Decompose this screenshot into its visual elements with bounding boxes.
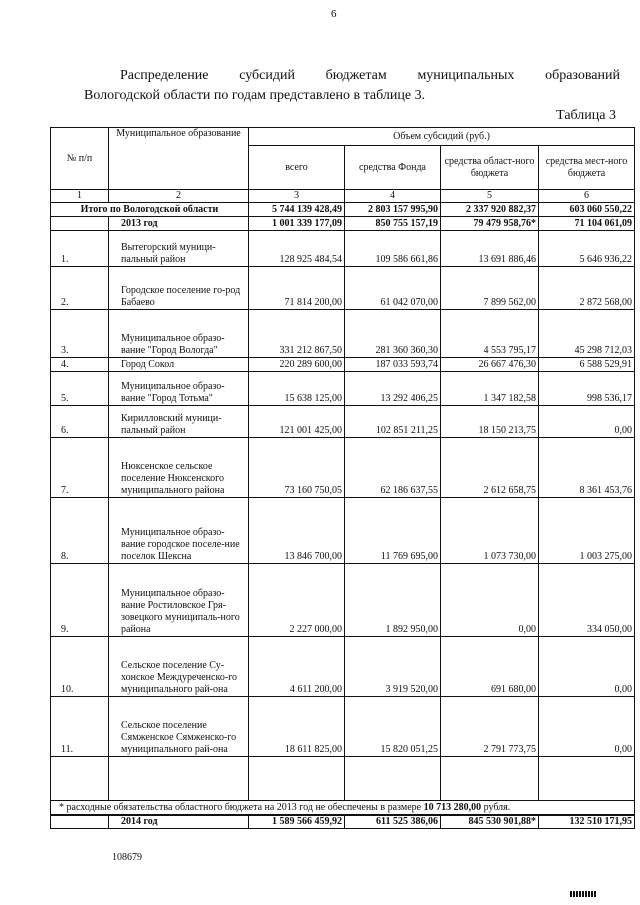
row-number: 11.	[51, 697, 109, 757]
year-2014-value: 845 530 901,88*	[441, 815, 539, 829]
municipality-name: Муниципальное образо-вание Ростиловское Гря-зовецкого муниципаль-ного района	[109, 564, 249, 637]
footnote-prefix: * расходные обязательства областного бюджета на 2013 год не обеспечены в размере	[59, 801, 424, 813]
amount-cell: 3 919 520,00	[345, 637, 441, 697]
table-row	[51, 372, 635, 406]
municipality-name: Муниципальное образо-вание "Город Тотьма"	[109, 372, 249, 406]
intro-word: субсидий	[239, 68, 295, 83]
subsidy-table	[50, 127, 635, 829]
intro-word: образований	[545, 68, 620, 83]
footnote-amount: 10 713 280,00	[423, 801, 482, 813]
amount-cell: 281 360 360,30	[345, 310, 441, 358]
municipality-name: Сельское поселение Су-хонское Междуреченско-го муниципального рай-она	[109, 637, 249, 697]
total-value: 603 060 550,22	[539, 203, 635, 217]
total-label: Итого по Вологодской области	[51, 203, 249, 217]
empty-cell	[51, 815, 109, 829]
total-value: 5 744 139 428,49	[249, 203, 345, 217]
empty-cell	[345, 757, 441, 801]
year-2014-value: 1 589 566 459,92	[249, 815, 345, 829]
header-local: средства мест-ного бюджета	[539, 146, 635, 190]
col-number: 2	[109, 190, 249, 203]
total-value: 2 337 920 882,37	[441, 203, 539, 217]
amount-cell: 331 212 867,50	[249, 310, 345, 358]
header-num: № п/п	[51, 128, 109, 190]
municipality-name: Кирилловский муници-пальный район	[109, 406, 249, 438]
amount-cell: 0,00	[441, 564, 539, 637]
empty-cell	[441, 757, 539, 801]
intro-word: муниципальных	[417, 68, 515, 83]
year-2013-value: 1 001 339 177,09	[249, 217, 345, 231]
amount-cell: 1 892 950,00	[345, 564, 441, 637]
year-2014-value: 611 525 386,06	[345, 815, 441, 829]
year-2014-row	[51, 815, 635, 829]
amount-cell: 5 646 936,22	[539, 231, 635, 267]
amount-cell: 220 289 600,00	[249, 358, 345, 372]
footnote-suffix: рубля.	[481, 801, 511, 813]
amount-cell: 1 347 182,58	[441, 372, 539, 406]
table-row	[51, 637, 635, 697]
amount-cell: 18 611 825,00	[249, 697, 345, 757]
row-number: 7.	[51, 438, 109, 498]
intro-paragraph	[84, 66, 620, 106]
col-number: 4	[345, 190, 441, 203]
amount-cell: 13 691 886,46	[441, 231, 539, 267]
row-number: 3.	[51, 310, 109, 358]
table-row	[51, 358, 635, 372]
col-number: 3	[249, 190, 345, 203]
header-regional: средства област-ного бюджета	[441, 146, 539, 190]
amount-cell: 0,00	[539, 406, 635, 438]
amount-cell: 15 638 125,00	[249, 372, 345, 406]
amount-cell: 15 820 051,25	[345, 697, 441, 757]
row-number: 4.	[51, 358, 109, 372]
intro-word: Распределение	[120, 68, 209, 83]
amount-cell: 998 536,17	[539, 372, 635, 406]
intro-line-1	[84, 66, 620, 86]
year-2014-label: 2014 год	[109, 815, 249, 829]
footnote-row	[51, 801, 635, 815]
row-number: 8.	[51, 498, 109, 564]
col-number: 1	[51, 190, 109, 203]
header-group: Объем субсидий (руб.)	[249, 128, 635, 146]
total-value: 2 803 157 995,90	[345, 203, 441, 217]
amount-cell: 13 292 406,25	[345, 372, 441, 406]
amount-cell: 102 851 211,25	[345, 406, 441, 438]
amount-cell: 4 553 795,17	[441, 310, 539, 358]
amount-cell: 71 814 200,00	[249, 267, 345, 310]
table-row	[51, 498, 635, 564]
amount-cell: 2 227 000,00	[249, 564, 345, 637]
year-2014-value: 132 510 171,95	[539, 815, 635, 829]
municipality-name: Муниципальное образо-вание "Город Вологда"	[109, 310, 249, 358]
row-number: 6.	[51, 406, 109, 438]
empty-cell	[539, 757, 635, 801]
amount-cell: 61 042 070,00	[345, 267, 441, 310]
total-row	[51, 203, 635, 217]
empty-cell	[249, 757, 345, 801]
page-number: 6	[331, 8, 337, 20]
amount-cell: 334 050,00	[539, 564, 635, 637]
header-total: всего	[249, 146, 345, 190]
empty-cell	[109, 757, 249, 801]
year-2013-value: 71 104 061,09	[539, 217, 635, 231]
amount-cell: 0,00	[539, 697, 635, 757]
amount-cell: 2 612 658,75	[441, 438, 539, 498]
amount-cell: 45 298 712,03	[539, 310, 635, 358]
col-number: 6	[539, 190, 635, 203]
barcode-mark	[570, 891, 596, 897]
table-caption: Таблица 3	[556, 108, 616, 123]
municipality-name: Нюксенское сельское поселение Нюксенского муниципального района	[109, 438, 249, 498]
amount-cell: 1 073 730,00	[441, 498, 539, 564]
municipality-name: Сельское поселение Сямженское Сямженско-го муниципального рай-она	[109, 697, 249, 757]
year-2013-row	[51, 217, 635, 231]
municipality-name: Городское поселение го-род Бабаево	[109, 267, 249, 310]
amount-cell: 1 003 275,00	[539, 498, 635, 564]
empty-cell	[51, 757, 109, 801]
year-2013-value: 79 479 958,76*	[441, 217, 539, 231]
table-row	[51, 438, 635, 498]
table-row	[51, 406, 635, 438]
amount-cell: 26 667 476,30	[441, 358, 539, 372]
table-row	[51, 310, 635, 358]
amount-cell: 4 611 200,00	[249, 637, 345, 697]
amount-cell: 187 033 593,74	[345, 358, 441, 372]
row-number: 9.	[51, 564, 109, 637]
table-row	[51, 697, 635, 757]
year-2013-value: 850 755 157,19	[345, 217, 441, 231]
table-row	[51, 564, 635, 637]
header-fund: средства Фонда	[345, 146, 441, 190]
municipality-name: Город Сокол	[109, 358, 249, 372]
row-number: 5.	[51, 372, 109, 406]
amount-cell: 7 899 562,00	[441, 267, 539, 310]
column-number-row	[51, 190, 635, 203]
municipality-name: Вытегорский муници-пальный район	[109, 231, 249, 267]
amount-cell: 691 680,00	[441, 637, 539, 697]
amount-cell: 62 186 637,55	[345, 438, 441, 498]
table-row	[51, 231, 635, 267]
row-number: 10.	[51, 637, 109, 697]
amount-cell: 0,00	[539, 637, 635, 697]
row-number: 1.	[51, 231, 109, 267]
col-number: 5	[441, 190, 539, 203]
amount-cell: 8 361 453,76	[539, 438, 635, 498]
amount-cell: 73 160 750,05	[249, 438, 345, 498]
footnote	[51, 801, 635, 815]
header-municipality: Муниципальное образование	[109, 128, 249, 190]
amount-cell: 11 769 695,00	[345, 498, 441, 564]
year-2013-label: 2013 год	[109, 217, 249, 231]
table-row	[51, 267, 635, 310]
document-number: 108679	[112, 852, 142, 863]
amount-cell: 2 791 773,75	[441, 697, 539, 757]
municipality-rows	[51, 231, 635, 757]
amount-cell: 128 925 484,54	[249, 231, 345, 267]
amount-cell: 18 150 213,75	[441, 406, 539, 438]
amount-cell: 121 001 425,00	[249, 406, 345, 438]
spacer-row	[51, 757, 635, 801]
municipality-name: Муниципальное образо-вание городское поселе-ние поселок Шексна	[109, 498, 249, 564]
amount-cell: 109 586 661,86	[345, 231, 441, 267]
intro-word: бюджетам	[325, 68, 387, 83]
amount-cell: 13 846 700,00	[249, 498, 345, 564]
row-number: 2.	[51, 267, 109, 310]
intro-line-2: Вологодской области по годам представлено в таблице 3.	[84, 88, 426, 103]
amount-cell: 6 588 529,91	[539, 358, 635, 372]
amount-cell: 2 872 568,00	[539, 267, 635, 310]
empty-cell	[51, 217, 109, 231]
